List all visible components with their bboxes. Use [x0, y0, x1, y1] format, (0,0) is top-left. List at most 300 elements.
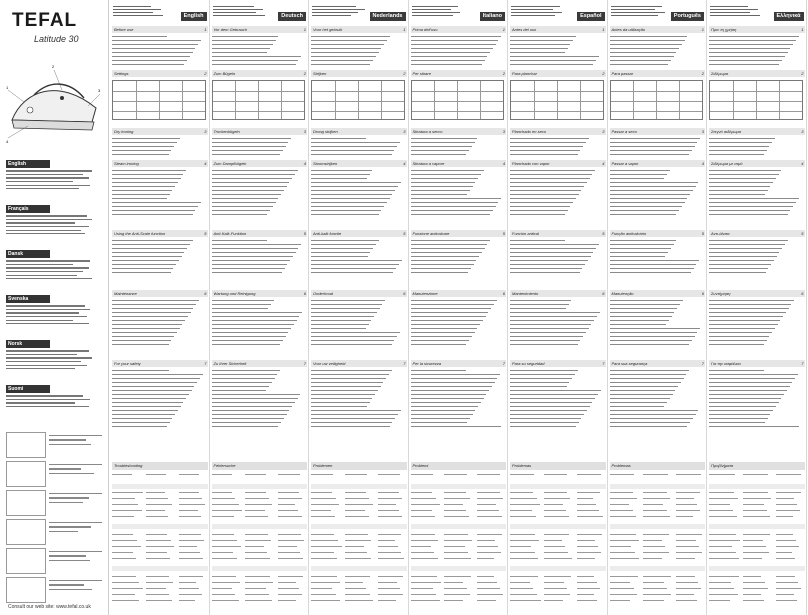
text-line [610, 268, 694, 269]
text-line [212, 178, 293, 179]
section-number: 2 [303, 71, 306, 76]
text-line [610, 304, 680, 305]
text-line [709, 320, 780, 321]
text-line [311, 146, 397, 147]
text-line [510, 370, 578, 371]
text-line [311, 190, 395, 191]
text-line [610, 150, 692, 151]
water-icon [6, 461, 46, 487]
text-line [112, 214, 193, 215]
text-line [212, 406, 293, 407]
text-line [610, 414, 696, 415]
text-line [709, 52, 788, 53]
text-line [610, 36, 688, 37]
text-line [709, 210, 790, 211]
section-title: Συντήρηση 6 [711, 291, 804, 296]
text-line [212, 328, 292, 329]
text-line [709, 272, 766, 273]
section-number: 5 [204, 231, 207, 236]
text-line [610, 178, 665, 179]
text-line [311, 36, 390, 37]
text-line [510, 422, 579, 423]
text-line [311, 390, 378, 391]
section-number: 1 [303, 27, 306, 32]
text-line [610, 194, 691, 195]
section-number: 5 [701, 231, 704, 236]
column-intro [412, 4, 467, 18]
section-title: Stiratura a secco 3 [412, 129, 505, 134]
text-line [311, 214, 379, 215]
text-line [112, 370, 169, 371]
section-number: 6 [403, 291, 406, 296]
text-line [411, 340, 470, 341]
text-line [510, 426, 576, 427]
manual-column [210, 0, 310, 615]
text-line [212, 60, 299, 61]
settings-table [709, 80, 803, 120]
troubleshooting-table [309, 462, 409, 612]
text-line [212, 244, 302, 245]
text-line [411, 328, 478, 329]
text-line [311, 56, 376, 57]
section-number: 7 [701, 361, 704, 366]
text-line [709, 370, 764, 371]
text-line [610, 328, 701, 329]
text-line [709, 378, 795, 379]
svg-text:1: 1 [6, 85, 9, 90]
text-line [311, 264, 399, 265]
text-line [112, 304, 196, 305]
text-line [709, 44, 793, 45]
column-intro [113, 4, 168, 18]
text-line [610, 142, 698, 143]
text-line [212, 138, 292, 139]
text-line [610, 210, 680, 211]
text-line [610, 260, 700, 261]
text-line [510, 344, 578, 345]
text-line [311, 182, 401, 183]
text-line [709, 138, 775, 139]
language-label: Svenska [6, 295, 50, 303]
column-intro [710, 4, 765, 18]
section-title: Voor uw veiligheid 7 [313, 361, 406, 366]
text-line [212, 316, 300, 317]
text-line [411, 422, 468, 423]
text-line [709, 202, 796, 203]
section-title: Trockenbügeln 3 [213, 129, 306, 134]
text-line [510, 300, 571, 301]
text-line [510, 202, 573, 203]
text-line [709, 198, 799, 199]
text-line [709, 264, 771, 265]
text-line [311, 414, 398, 415]
text-line [610, 214, 677, 215]
text-line [709, 40, 796, 41]
text-line [709, 174, 779, 175]
text-line [112, 398, 186, 399]
cleaning-icon [6, 577, 46, 603]
section-title: Strijken 2 [313, 71, 406, 76]
text-line [411, 304, 494, 305]
text-line [311, 308, 380, 309]
text-line [411, 178, 479, 179]
text-line [411, 260, 477, 261]
text-line [411, 410, 476, 411]
section-number: 7 [602, 361, 605, 366]
text-line [411, 40, 499, 41]
text-line [112, 316, 188, 317]
text-line [510, 194, 579, 195]
text-line [112, 146, 174, 147]
text-line [411, 370, 467, 371]
text-line [311, 244, 376, 245]
text-line [709, 418, 768, 419]
text-line [411, 52, 491, 53]
text-line [709, 64, 779, 65]
troubleshooting-title: Προβλήματα [709, 462, 805, 470]
text-line [311, 410, 401, 411]
text-line [212, 202, 276, 203]
text-line [411, 244, 488, 245]
text-line [311, 174, 370, 175]
text-line [510, 402, 592, 403]
text-line [610, 240, 677, 241]
text-line [112, 244, 190, 245]
text-line [311, 48, 381, 49]
text-line [610, 206, 682, 207]
section-number: 5 [403, 231, 406, 236]
text-line [610, 402, 668, 403]
section-title: Para sua segurança 7 [611, 361, 704, 366]
text-line [311, 324, 369, 325]
text-line [709, 214, 788, 215]
text-line [112, 194, 170, 195]
text-line [709, 240, 788, 241]
text-line [112, 150, 171, 151]
section-number: 3 [801, 129, 804, 134]
text-line [510, 248, 596, 249]
section-title: Función antical 5 [512, 231, 605, 236]
section-number: 6 [701, 291, 704, 296]
text-line [311, 382, 383, 383]
text-line [212, 386, 270, 387]
text-line [510, 174, 592, 175]
text-line [112, 186, 175, 187]
text-line [709, 194, 765, 195]
section-title: Anti-kalk functie 5 [313, 231, 406, 236]
text-line [510, 138, 589, 139]
column-intro [312, 4, 367, 18]
text-line [510, 340, 580, 341]
text-line [212, 300, 274, 301]
text-line [311, 64, 370, 65]
section-number: 3 [701, 129, 704, 134]
language-label: Français [6, 205, 50, 213]
text-line [610, 300, 683, 301]
text-line [311, 252, 370, 253]
text-line [709, 206, 793, 207]
troubleshooting-title: Problemi [411, 462, 507, 470]
text-line [510, 410, 587, 411]
text-line [610, 60, 671, 61]
text-line [411, 170, 484, 171]
text-line [709, 268, 768, 269]
text-line [610, 344, 690, 345]
text-line [411, 418, 470, 419]
section-number: 6 [801, 291, 804, 296]
settings-table [510, 80, 604, 120]
text-line [709, 260, 774, 261]
section-number: 6 [502, 291, 505, 296]
text-line [212, 344, 281, 345]
text-line [112, 182, 178, 183]
manual-column [608, 0, 708, 615]
text-line [510, 268, 582, 269]
troubleshooting-table [110, 462, 210, 612]
text-line [112, 264, 176, 265]
section-number: 4 [403, 161, 406, 166]
section-number: 3 [502, 129, 505, 134]
text-line [311, 40, 387, 41]
text-line [112, 60, 187, 61]
troubleshooting-table [707, 462, 807, 612]
language-tab: Italiano [480, 12, 505, 21]
text-line [411, 186, 473, 187]
text-line [112, 268, 173, 269]
text-line [212, 44, 273, 45]
text-line [112, 312, 191, 313]
text-line [610, 256, 666, 257]
text-line [112, 154, 169, 155]
section-number: 5 [502, 231, 505, 236]
column-intro [611, 4, 666, 18]
text-line [212, 304, 271, 305]
section-number: 4 [204, 161, 207, 166]
text-line [212, 146, 286, 147]
text-line [212, 426, 279, 427]
text-line [212, 382, 272, 383]
text-line [510, 398, 595, 399]
text-line [411, 324, 481, 325]
text-line [709, 300, 794, 301]
text-line [510, 244, 599, 245]
text-line [510, 382, 569, 383]
text-line [411, 44, 496, 45]
text-line [112, 56, 190, 57]
text-line [212, 414, 287, 415]
text-line [610, 174, 668, 175]
text-line [709, 48, 790, 49]
section-title: Πριν τη χρήση 1 [711, 27, 804, 32]
text-line [112, 240, 193, 241]
text-line [411, 382, 495, 383]
text-line [709, 382, 792, 383]
section-title: Dry ironing 3 [114, 129, 207, 134]
text-line [212, 264, 288, 265]
troubleshooting-title: Troubleshooting [112, 462, 208, 470]
section-title: Anti-Kalk-Funktion 5 [213, 231, 306, 236]
text-line [610, 138, 701, 139]
text-line [709, 190, 768, 191]
section-title: Σιδέρωμα με ατμό 4 [711, 161, 804, 166]
section-title: Para su seguridad 7 [512, 361, 605, 366]
section-title: Zu Ihrer Sicherheit 7 [213, 361, 306, 366]
text-line [510, 44, 570, 45]
text-line [610, 56, 674, 57]
iron-diagram [4, 50, 104, 150]
text-line [411, 320, 483, 321]
text-line [112, 202, 201, 203]
text-line [212, 340, 283, 341]
language-label: Dansk [6, 250, 50, 258]
text-line [112, 422, 170, 423]
text-line [212, 398, 298, 399]
text-line [610, 374, 687, 375]
text-line [411, 36, 502, 37]
text-line [311, 268, 396, 269]
text-line [212, 260, 291, 261]
section-number: 2 [602, 71, 605, 76]
section-number: 2 [502, 71, 505, 76]
text-line [610, 248, 671, 249]
manual-column [409, 0, 509, 615]
troubleshooting-table [608, 462, 708, 612]
section-title: Antes da utilização 1 [611, 27, 704, 32]
text-line [112, 390, 192, 391]
column-intro [213, 4, 268, 18]
text-line [709, 60, 782, 61]
text-line [212, 402, 295, 403]
text-line [610, 324, 667, 325]
section-number: 4 [502, 161, 505, 166]
text-line [411, 344, 467, 345]
text-line [709, 422, 765, 423]
text-line [610, 44, 682, 45]
text-line [311, 312, 377, 313]
text-line [112, 174, 183, 175]
text-line [212, 64, 296, 65]
section-number: 2 [403, 71, 406, 76]
text-line [411, 332, 475, 333]
section-number: 7 [303, 361, 306, 366]
text-line [311, 406, 367, 407]
section-title: Steam ironing 4 [114, 161, 207, 166]
text-line [610, 154, 690, 155]
language-label: English [6, 160, 50, 168]
language-label: Suomi [6, 385, 50, 393]
text-line [411, 198, 502, 199]
text-line [709, 386, 790, 387]
text-line [709, 410, 773, 411]
text-line [212, 410, 290, 411]
text-line [112, 210, 195, 211]
text-line [709, 304, 791, 305]
text-line [610, 418, 693, 419]
svg-text:2: 2 [52, 64, 55, 69]
section-title: Passar a vapor 4 [611, 161, 704, 166]
section-title: Prima dell'uso 1 [412, 27, 505, 32]
text-line [709, 150, 767, 151]
text-line [610, 422, 691, 423]
settings-table [112, 80, 206, 120]
text-line [112, 324, 182, 325]
text-line [212, 174, 295, 175]
text-line [112, 252, 184, 253]
text-line [112, 406, 181, 407]
text-line [510, 414, 584, 415]
text-line [610, 272, 691, 273]
text-line [212, 378, 275, 379]
text-line [610, 170, 670, 171]
section-number: 5 [303, 231, 306, 236]
text-line [112, 374, 203, 375]
text-line [709, 244, 785, 245]
section-number: 4 [303, 161, 306, 166]
text-line [311, 248, 373, 249]
footer-link: Consult our web site: www.tefal.co.uk [8, 604, 91, 610]
text-line [510, 394, 598, 395]
svg-text:3: 3 [98, 88, 101, 93]
text-line [112, 300, 199, 301]
section-number: 3 [204, 129, 207, 134]
text-line [510, 260, 588, 261]
text-line [610, 202, 685, 203]
text-line [112, 44, 198, 45]
text-line [411, 414, 473, 415]
text-line [709, 394, 784, 395]
text-line [411, 398, 484, 399]
text-line [411, 406, 479, 407]
section-number: 7 [204, 361, 207, 366]
text-line [112, 382, 197, 383]
text-line [212, 374, 278, 375]
text-line [112, 170, 186, 171]
language-tab: Português [671, 12, 704, 21]
text-line [510, 40, 573, 41]
section-title: Per la sicurezza 7 [412, 361, 505, 366]
text-line [411, 300, 497, 301]
text-line [510, 214, 565, 215]
section-number: 1 [403, 27, 406, 32]
text-line [610, 64, 669, 65]
troubleshooting-title: Fehlersuche [212, 462, 308, 470]
text-line [610, 382, 681, 383]
text-line [411, 174, 481, 175]
section-number: 5 [602, 231, 605, 236]
section-number: 3 [602, 129, 605, 134]
text-line [112, 248, 187, 249]
section-number: 3 [403, 129, 406, 134]
section-title: Mantenimiento 6 [512, 291, 605, 296]
text-line [411, 390, 490, 391]
text-line [311, 52, 379, 53]
text-line [112, 52, 193, 53]
text-line [610, 316, 672, 317]
svg-text:4: 4 [6, 139, 9, 144]
settings-table [411, 80, 505, 120]
text-line [311, 272, 393, 273]
text-line [510, 52, 565, 53]
text-line [212, 186, 287, 187]
section-title: Maintenance 6 [114, 291, 207, 296]
text-line [212, 332, 289, 333]
text-line [610, 320, 669, 321]
text-line [610, 312, 675, 313]
text-line [709, 36, 799, 37]
section-title: Manutenzione 6 [412, 291, 505, 296]
troubleshooting-title: Problemas [610, 462, 706, 470]
text-line [411, 146, 472, 147]
